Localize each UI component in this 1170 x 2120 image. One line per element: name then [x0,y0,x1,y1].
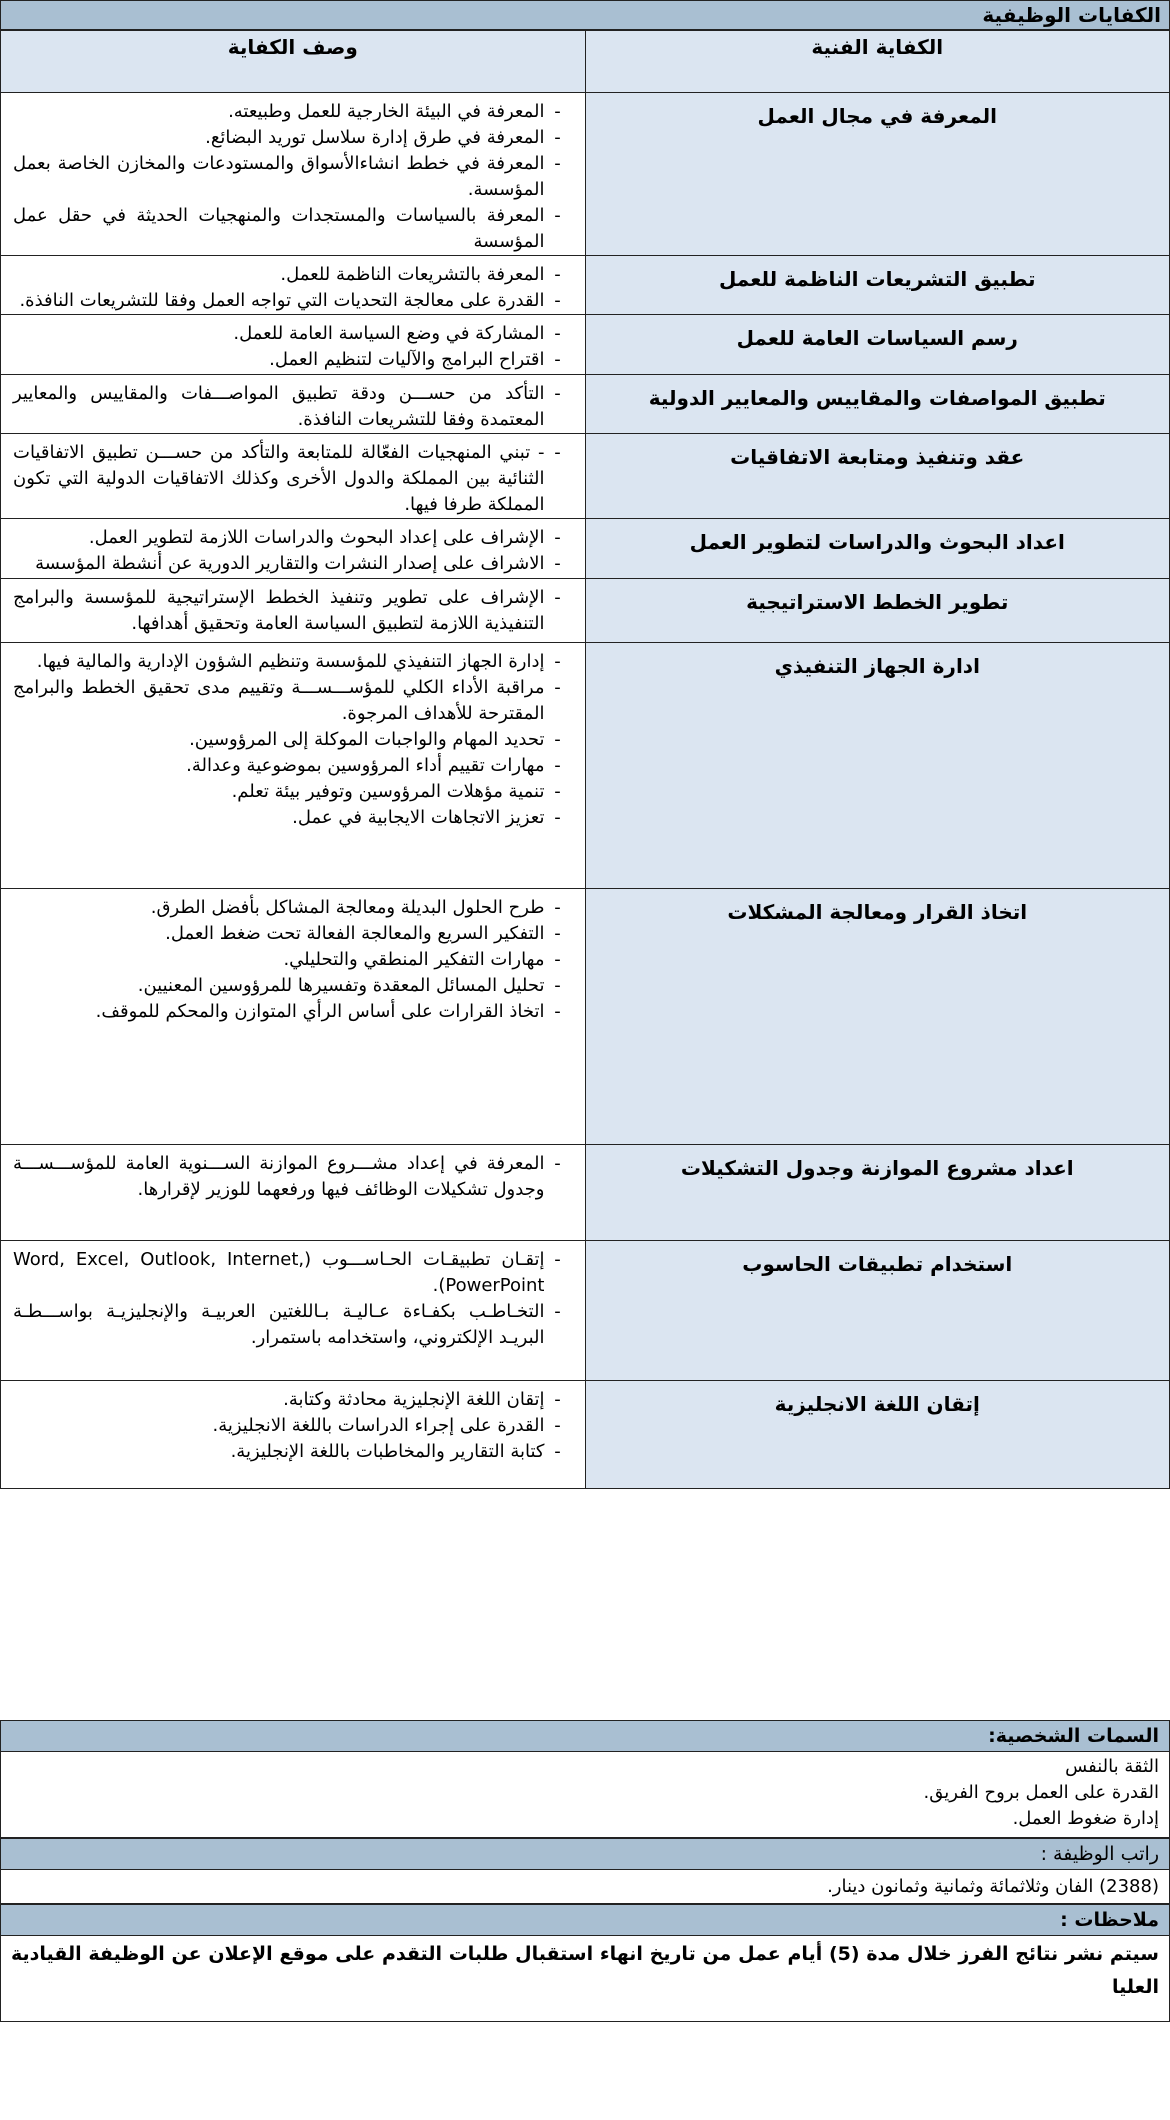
description-text: الإشراف على تطوير وتنفيذ الخطط الإستراتيجية للمؤسسة والبرامج التنفيذية اللازمة لتطبيق السياسة العامة وتحقيق أهدافها. [13,587,545,634]
description-item [13,525,571,551]
bullet-dash-icon: - [554,755,561,776]
competency-name: تطبيق المواصفات والمقاييس والمعايير الدولية [585,375,1170,434]
competency-description [1,93,586,256]
description-text: التخـاطـب بكفـاءة عـاليـة بـاللغتين العربيـة والإنجليزيـة بواســـطـة البريـد الإلكتروني، واستخدامه باستمرار. [13,1301,545,1348]
description-text: مهارات التفكير المنطقي والتحليلي. [283,949,545,970]
bullet-dash-icon: - [554,1415,561,1436]
description-item [13,125,571,151]
bullet-dash-icon: - [554,527,561,548]
description-text: مهارات تقييم أداء المرؤوسين بموضوعية وعدالة. [186,755,545,776]
personal-trait-item: الثقة بالنفس [1065,1756,1159,1777]
description-text: المعرفة في البيئة الخارجية للعمل وطبيعته. [228,101,545,122]
competency-name: رسم السياسات العامة للعمل [585,315,1170,375]
description-item [13,921,571,947]
competency-row [1,643,1170,889]
salary-value: (2388) الفان وثلاثمائة وثمانية وثمانون دينار. [0,1870,1170,1904]
description-text: اقتراح البرامج والآليات لتنظيم العمل. [269,349,545,370]
competency-row [1,256,1170,315]
description-item [13,727,571,753]
bullet-dash-icon: - [554,949,561,970]
competency-row [1,579,1170,643]
description-item [13,551,571,577]
competency-name: اتخاذ القرار ومعالجة المشكلات [585,889,1170,1145]
description-item [13,262,571,288]
competency-name: عقد وتنفيذ ومتابعة الاتفاقيات [585,434,1170,519]
bullet-dash-icon: - [554,807,561,828]
competency-row [1,1241,1170,1381]
salary-label: راتب الوظيفة : [0,1838,1170,1870]
bullet-dash-icon: - [554,923,561,944]
description-text: المعرفة في إعداد مشـــروع الموازنة الســـنوية العامة للمؤســـســـة وجدول تشكيلات الوظائف فيها ورفعهما للوزير لإقرارها. [13,1153,545,1200]
bullet-dash-icon: - [554,442,561,463]
description-item [13,753,571,779]
description-text: القدرة على معالجة التحديات التي تواجه العمل وفقا للتشريعات النافذة. [19,290,545,311]
description-item [13,347,571,373]
competency-description [1,643,586,889]
personal-traits-label: السمات الشخصية: [0,1720,1170,1752]
description-item [13,1247,571,1299]
bullet-dash-icon: - [554,1001,561,1022]
description-text: المعرفة في خطط انشاءالأسواق والمستودعات والمخازن الخاصة بعمل المؤسسة. [13,153,545,200]
competency-name: تطبيق التشريعات الناظمة للعمل [585,256,1170,315]
competency-name: اعداد البحوث والدراسات لتطوير العمل [585,519,1170,579]
description-item [13,1151,571,1203]
description-item [13,1299,571,1351]
bullet-dash-icon: - [554,1301,561,1322]
bullet-dash-icon: - [554,1153,561,1174]
competency-row [1,889,1170,1145]
description-item [13,675,571,727]
bullet-dash-icon: - [554,587,561,608]
table-header-row [1,31,1170,93]
description-item [13,440,571,518]
description-item [13,973,571,999]
description-item [13,895,571,921]
competency-row [1,93,1170,256]
competency-description [1,579,586,643]
description-text: الاشراف على إصدار النشرات والتقارير الدورية عن أنشطة المؤسسة [35,553,545,574]
bullet-dash-icon: - [554,677,561,698]
description-text: إدارة الجهاز التنفيذي للمؤسسة وتنظيم الشؤون الإدارية والمالية فيها. [36,651,545,672]
description-item [13,381,571,433]
competency-row [1,434,1170,519]
description-text: مراقبة الأداء الكلي للمؤســـســـة وتقييم مدى تحقيق الخطط والبرامج المقترحة للأهداف المرجوة. [13,677,545,724]
bullet-dash-icon: - [554,349,561,370]
description-item [13,1413,571,1439]
competency-description [1,434,586,519]
bullet-dash-icon: - [554,651,561,672]
bullet-dash-icon: - [554,323,561,344]
description-item [13,321,571,347]
description-text: إتقان اللغة الإنجليزية محادثة وكتابة. [283,1389,545,1410]
bullet-dash-icon: - [554,553,561,574]
competency-description [1,315,586,375]
competency-description [1,889,586,1145]
description-text: المعرفة بالتشريعات الناظمة للعمل. [280,264,545,285]
bullet-dash-icon: - [554,897,561,918]
bullet-dash-icon: - [554,290,561,311]
competency-description [1,256,586,315]
description-text: المعرفة بالسياسات والمستجدات والمنهجيات الحديثة في حقل عمل المؤسسة [13,205,545,252]
column-header-competency: الكفاية الفنية [585,31,1170,93]
competency-row [1,1145,1170,1241]
description-text: تحليل المسائل المعقدة وتفسيرها للمرؤوسين المعنيين. [137,975,545,996]
competency-name: ادارة الجهاز التنفيذي [585,643,1170,889]
bullet-dash-icon: - [554,383,561,404]
competency-name: إتقان اللغة الانجليزية [585,1381,1170,1489]
competency-description [1,519,586,579]
personal-trait-item: إدارة ضغوط العمل. [1012,1808,1159,1829]
description-text: المشاركة في وضع السياسة العامة للعمل. [233,323,545,344]
competency-row [1,315,1170,375]
bullet-dash-icon: - [554,781,561,802]
bullet-dash-icon: - [554,205,561,226]
competency-name: استخدام تطبيقات الحاسوب [585,1241,1170,1381]
bullet-dash-icon: - [554,153,561,174]
description-text: التأكد من حســـن ودقة تطبيق المواصـــفات والمقاييس والمعايير المعتمدة وفقا للتشريعات النافذة. [13,383,545,430]
competency-description [1,1241,586,1381]
competency-description [1,1145,586,1241]
competency-name: اعداد مشروع الموازنة وجدول التشكيلات [585,1145,1170,1241]
bullet-dash-icon: - [554,1249,561,1270]
notes-label: ملاحظات : [0,1904,1170,1936]
description-item [13,947,571,973]
table-body [1,93,1170,1489]
description-text: اتخاذ القرارات على أساس الرأي المتوازن والمحكم للموقف. [95,1001,545,1022]
description-item [13,1439,571,1465]
bullet-dash-icon: - [554,975,561,996]
description-text: تنمية مؤهلات المرؤوسين وتوفير بيئة تعلم. [231,781,545,802]
description-text: الإشراف على إعداد البحوث والدراسات اللازمة لتطوير العمل. [88,527,545,548]
bullet-dash-icon: - [554,101,561,122]
description-item [13,99,571,125]
description-item [13,805,571,831]
bullet-dash-icon: - [554,1441,561,1462]
description-item [13,151,571,203]
personal-traits-list [0,1752,1170,1838]
bullet-dash-icon: - [554,264,561,285]
description-text: تحديد المهام والواجبات الموكلة إلى المرؤوسين. [189,729,545,750]
description-text: القدرة على إجراء الدراسات باللغة الانجليزية. [212,1415,545,1436]
description-text: طرح الحلول البديلة ومعالجة المشاكل بأفضل الطرق. [150,897,545,918]
competency-name: المعرفة في مجال العمل [585,93,1170,256]
description-text: تعزيز الاتجاهات الايجابية في عمل. [292,807,545,828]
competency-table [0,30,1170,1489]
bullet-dash-icon: - [554,127,561,148]
description-item [13,649,571,675]
description-item [13,779,571,805]
competency-row [1,519,1170,579]
competency-row [1,1381,1170,1489]
personal-trait-item: القدرة على العمل بروح الفريق. [923,1782,1159,1803]
competency-row [1,375,1170,434]
competency-name: تطوير الخطط الاستراتيجية [585,579,1170,643]
notes-text: سيتم نشر نتائج الفرز خلال مدة (5) أيام عمل من تاريخ انهاء استقبال طلبات التقدم على موقع الإعلان عن الوظيفة القيادية العليا [0,1936,1170,2022]
description-text: إتقـان تطبيقـات الحـاســـوب (Word, Excel, Outlook, Internet, PowerPoint). [13,1249,545,1296]
description-item [13,203,571,255]
description-text: - تبني المنهجيات الفعّالة للمتابعة والتأكد من حســـن تطبيق الاتفاقيات الثنائية بين المملكة والدول الأخرى وكذلك الاتفاقيات الدولية التي تكون المملكة طرفا فيها. [13,442,545,515]
section-title: الكفايات الوظيفية [0,0,1170,30]
bullet-dash-icon: - [554,729,561,750]
competency-description [1,375,586,434]
description-text: كتابة التقارير والمخاطبات باللغة الإنجليزية. [230,1441,545,1462]
description-text: التفكير السريع والمعالجة الفعالة تحت ضغط العمل. [165,923,545,944]
description-item [13,585,571,637]
bullet-dash-icon: - [554,1389,561,1410]
description-text: المعرفة في طرق إدارة سلاسل توريد البضائع. [205,127,545,148]
competency-description [1,1381,586,1489]
description-item [13,1387,571,1413]
column-header-description: وصف الكفاية [1,31,586,93]
description-item [13,999,571,1025]
description-item [13,288,571,314]
